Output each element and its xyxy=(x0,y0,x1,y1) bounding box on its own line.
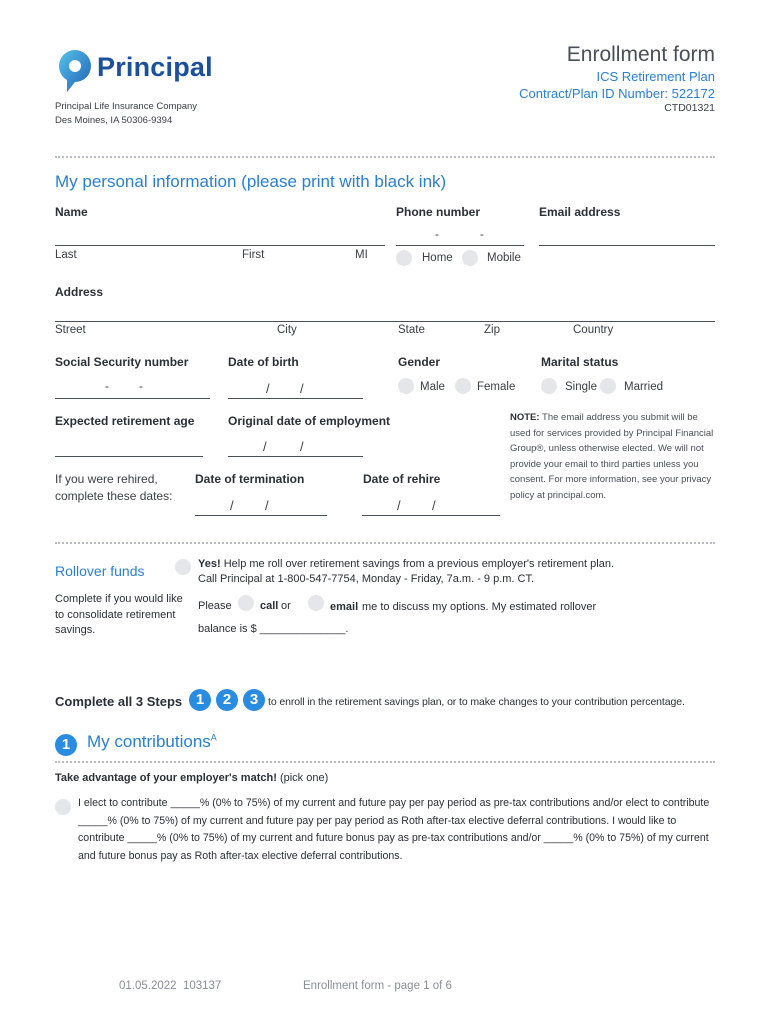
rollover-description: Complete if you would like to consolidate retirement savings. xyxy=(55,593,183,636)
single-radio[interactable] xyxy=(541,378,557,394)
form-code: CTD01321 xyxy=(664,102,715,114)
married-label: Married xyxy=(624,381,663,393)
name-field[interactable] xyxy=(55,245,385,246)
dob-field[interactable] xyxy=(228,398,363,399)
contract-id: Contract/Plan ID Number: 522172 xyxy=(519,86,715,101)
call-radio[interactable] xyxy=(238,595,254,611)
marital-label: Marital status xyxy=(541,355,619,369)
dob-sep1: / xyxy=(266,381,270,396)
rehire-sep2: / xyxy=(432,498,436,513)
rehire-label: Date of rehire xyxy=(363,472,441,486)
ssn-sep2: - xyxy=(139,381,143,393)
rehire-sep1: / xyxy=(397,498,401,513)
personal-heading-note: (please print with black ink) xyxy=(241,172,447,191)
divider xyxy=(55,542,715,544)
plan-name: ICS Retirement Plan xyxy=(596,69,715,84)
orig-sep2: / xyxy=(300,439,304,454)
contribution-option-radio[interactable] xyxy=(55,799,71,815)
rollover-heading: Rollover funds xyxy=(55,563,145,579)
name-label: Name xyxy=(55,205,88,219)
principal-logo-icon xyxy=(55,46,95,94)
address-label: Address xyxy=(55,285,104,299)
home-label: Home xyxy=(422,252,453,264)
rollover-yes-radio[interactable] xyxy=(175,559,191,575)
footer-date-code: 01.05.2022 103137 xyxy=(119,980,222,992)
dob-label: Date of birth xyxy=(228,355,299,369)
steps-label: Complete all 3 Steps xyxy=(55,694,183,709)
termination-field[interactable] xyxy=(195,515,327,516)
country-label: Country xyxy=(573,324,614,336)
retirement-age-label: Expected retirement age xyxy=(55,414,195,428)
term-sep2: / xyxy=(265,498,269,513)
or-text: or xyxy=(281,600,291,612)
address-field[interactable] xyxy=(55,321,715,322)
divider xyxy=(55,156,715,158)
step-2-badge: 2 xyxy=(216,689,238,711)
male-label: Male xyxy=(420,381,445,393)
original-employment-label: Original date of employment xyxy=(228,414,391,428)
mobile-label: Mobile xyxy=(487,252,521,264)
email-option-label: email xyxy=(330,601,359,613)
mi-label: MI xyxy=(355,249,368,261)
female-radio[interactable] xyxy=(455,378,471,394)
phone-label: Phone number xyxy=(396,205,481,219)
last-label: Last xyxy=(55,249,77,261)
please-text: Please xyxy=(198,600,232,612)
email-note xyxy=(510,410,720,503)
state-label: State xyxy=(398,324,425,336)
original-employment-field[interactable] xyxy=(228,456,363,457)
rehire-field[interactable] xyxy=(362,515,500,516)
term-sep1: / xyxy=(230,498,234,513)
form-title: Enrollment form xyxy=(566,43,715,66)
contributions-sup: A xyxy=(210,732,217,743)
company-line2: Des Moines, IA 50306-9394 xyxy=(55,115,173,126)
footer-page: Enrollment form - page 1 of 6 xyxy=(303,980,452,992)
company-line1: Principal Life Insurance Company xyxy=(55,101,198,112)
email-field[interactable] xyxy=(539,245,715,246)
email-label: Email address xyxy=(539,205,621,219)
ssn-sep1: - xyxy=(105,381,109,393)
phone-field[interactable] xyxy=(396,245,524,246)
ssn-label: Social Security number xyxy=(55,355,189,369)
discuss-text: me to discuss my options. My estimated rollover xyxy=(362,601,597,613)
match-line xyxy=(55,772,328,784)
male-radio[interactable] xyxy=(398,378,414,394)
rehired-line2: complete these dates: xyxy=(55,489,173,503)
home-radio[interactable] xyxy=(396,250,412,266)
rollover-call-text: Call Principal at 1-800-547-7754, Monday - Friday, 7a.m. - 9 p.m. CT. xyxy=(198,573,535,585)
yes-text: Help me roll over retirement savings from a previous employer's retirement plan. xyxy=(223,558,615,570)
note-text: The email address you submit will be used for services provided by Principal Financial Group®, unless otherwise elected. We will not provide your email to third parties unless you consent. For more information, see your privacy policy at principal.com. xyxy=(510,412,714,501)
street-label: Street xyxy=(55,324,86,336)
note-bold: NOTE: xyxy=(510,412,540,423)
ssn-field[interactable] xyxy=(55,398,210,399)
phone-sep2: - xyxy=(480,229,484,241)
yes-bold: Yes! xyxy=(198,558,221,570)
dob-sep2: / xyxy=(300,381,304,396)
contributions-heading xyxy=(87,732,217,752)
phone-sep1: - xyxy=(435,229,439,241)
contribution-option-text: I elect to contribute _____% (0% to 75%) of my current and future pay per pay period as pre-tax contributions and/or elect to contribute _____% (0% to 75%) of my current and future pay per pay period as Roth after-tax elective deferral contributions. I would like to contribute _____% (0% to 75%) of my current and future bonus pay as pre-tax contributions and/or _____% (0% to 75%) of my current and future bonus pay as Roth after-tax elective deferral contributions. xyxy=(78,797,710,862)
step-3-badge: 3 xyxy=(243,689,265,711)
email-radio[interactable] xyxy=(308,595,324,611)
mobile-radio[interactable] xyxy=(462,250,478,266)
personal-heading: My personal information xyxy=(55,172,237,191)
city-label: City xyxy=(277,324,297,336)
gender-label: Gender xyxy=(398,355,441,369)
call-label: call xyxy=(260,600,279,612)
married-radio[interactable] xyxy=(600,378,616,394)
contributions-step-badge: 1 xyxy=(55,734,77,756)
termination-label: Date of termination xyxy=(195,472,305,486)
zip-label: Zip xyxy=(484,324,500,336)
female-label: Female xyxy=(477,381,516,393)
steps-text: to enroll in the retirement savings plan, or to make changes to your contribution percentage. xyxy=(268,696,685,708)
single-label: Single xyxy=(565,381,597,393)
balance-text: balance is $ ______________. xyxy=(198,623,349,635)
principal-logo xyxy=(55,46,95,94)
retirement-age-field[interactable] xyxy=(55,456,203,457)
brand-name: Principal xyxy=(97,52,213,82)
rehired-line1: If you were rehired, xyxy=(55,472,158,486)
contributions-title: My contributions xyxy=(87,732,211,751)
first-label: First xyxy=(242,249,265,261)
orig-sep1: / xyxy=(263,439,267,454)
step-1-badge: 1 xyxy=(189,689,211,711)
section-heading-personal xyxy=(55,172,446,192)
match-note: (pick one) xyxy=(279,772,329,784)
divider xyxy=(55,761,715,763)
match-bold: Take advantage of your employer's match! xyxy=(55,772,277,784)
